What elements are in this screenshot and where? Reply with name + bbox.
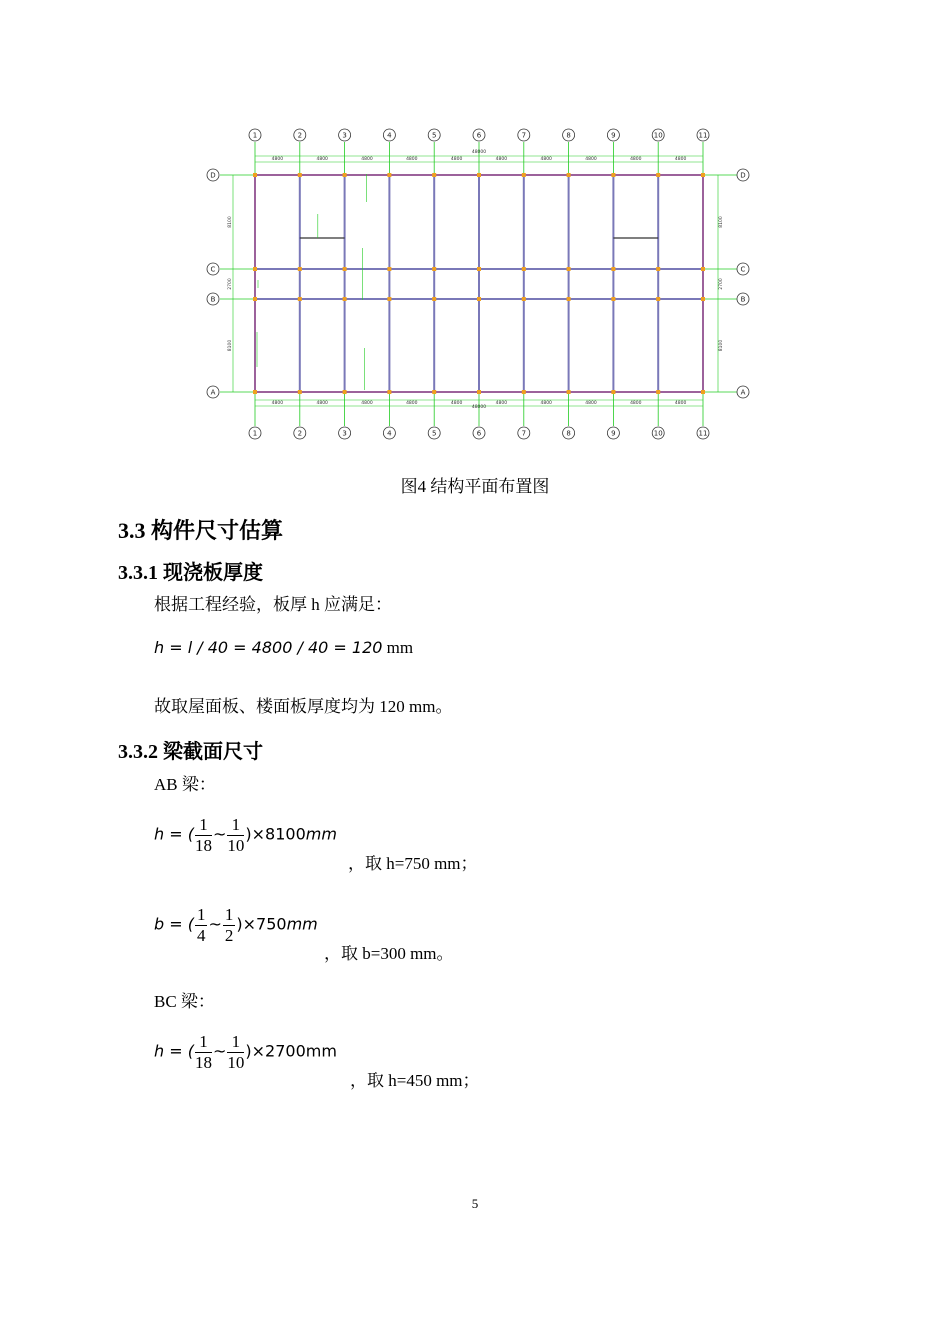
bay-dimension-label: 4800 [674, 401, 687, 406]
bay-dimension-label: 4800 [540, 157, 552, 162]
column [387, 297, 391, 301]
column [477, 297, 481, 301]
column [298, 173, 302, 177]
side-dimension-label: 8100 [228, 216, 233, 228]
slab-formula [154, 638, 413, 658]
ab-b-result: ，取 b=300 mm。 [324, 944, 454, 963]
column [387, 267, 391, 271]
column [567, 297, 571, 301]
bay-dimension-label: 4800 [406, 401, 418, 406]
side-dimension-label: 8100 [719, 339, 724, 352]
column [253, 267, 257, 271]
column [387, 173, 391, 177]
column [656, 297, 660, 301]
bay-dimension-label: 4800 [585, 157, 597, 162]
column [253, 390, 257, 394]
column [567, 173, 571, 177]
bc-h-formula: h = ( $\frac{1}{18}$ ~ $\frac{1}{10}$ )×2700mm [154, 1032, 337, 1072]
plan-drawing [207, 129, 749, 439]
bay-dimension-label: 4800 [450, 157, 463, 162]
column [701, 390, 705, 394]
column [253, 297, 257, 301]
column [387, 390, 391, 394]
bay-dimension-label: 4800 [316, 401, 328, 406]
bay-dimension-label: 4800 [271, 401, 284, 406]
column [567, 390, 571, 394]
column [656, 267, 660, 271]
column [298, 297, 302, 301]
slab-intro: 根据工程经验，板厚 h 应满足： [154, 595, 392, 614]
figure-caption: 图4 结构平面布置图 [400, 477, 550, 496]
bay-dimension-label: 4800 [361, 157, 373, 162]
axis-number-label: 6 [476, 131, 482, 140]
column [656, 173, 660, 177]
axis-letter-label: B [210, 295, 216, 304]
axis-letter-label: D [740, 171, 746, 180]
side-dimension-label: 2700 [719, 278, 724, 290]
column [611, 173, 615, 177]
bay-dimension-label: 4800 [271, 157, 284, 162]
slab-formula-expr: h = l / 40 = 4800 / 40 = 120 [154, 638, 383, 657]
axis-letter-label: A [740, 388, 746, 397]
column [343, 390, 347, 394]
column [477, 390, 481, 394]
ab-b-formula: b = ( $\frac{1}{4}$ ~ $\frac{1}{2}$ )×750mm [154, 905, 318, 945]
column [611, 390, 615, 394]
total-dimension-label: 48000 [471, 150, 487, 155]
column [701, 297, 705, 301]
bay-dimension-label: 4800 [450, 401, 463, 406]
axis-number-label: 1 [252, 429, 258, 438]
axis-number-label: 10 [653, 429, 663, 438]
axis-number-label: 1 [252, 131, 258, 140]
axis-number-label: 4 [387, 131, 392, 140]
axis-number-label: 8 [566, 429, 571, 438]
axis-number-label: 9 [611, 429, 616, 438]
axis-number-label: 3 [342, 429, 347, 438]
column [701, 173, 705, 177]
slab-formula-unit: mm [386, 638, 414, 657]
slab-conclusion: 故取屋面板、楼面板厚度均为 120 mm。 [154, 697, 453, 716]
axis-letter-label: D [210, 171, 216, 180]
column [656, 390, 660, 394]
side-dimension-label: 2700 [228, 278, 233, 290]
side-dimension-label: 8100 [719, 216, 724, 228]
column [298, 390, 302, 394]
subsection-title-beam: 3.3.2 梁截面尺寸 [118, 741, 263, 763]
bay-dimension-label: 4800 [630, 157, 642, 162]
bay-dimension-label: 4800 [540, 401, 552, 406]
column [522, 390, 526, 394]
axis-number-label: 11 [698, 131, 708, 140]
page-number: 5 [471, 1196, 479, 1211]
axis-number-label: 2 [297, 131, 303, 140]
column [298, 267, 302, 271]
bay-dimension-label: 4800 [674, 157, 687, 162]
total-dimension-label: 48000 [471, 405, 487, 410]
column [432, 173, 436, 177]
column [522, 173, 526, 177]
axis-number-label: 3 [342, 131, 347, 140]
column [343, 267, 347, 271]
column [567, 267, 571, 271]
ab-h-result: ，取 h=750 mm； [348, 854, 478, 873]
axis-letter-label: B [740, 295, 746, 304]
bay-dimension-label: 4800 [585, 401, 597, 406]
column [701, 267, 705, 271]
section-title: 3.3 构件尺寸估算 [118, 518, 284, 543]
column [522, 267, 526, 271]
bay-dimension-label: 4800 [316, 157, 328, 162]
ab-h-formula: h = ( $\frac{1}{18}$ ~ $\frac{1}{10}$ )×8100mm [154, 815, 337, 855]
column [432, 390, 436, 394]
side-dimension-label: 8100 [228, 339, 233, 352]
axis-number-label: 2 [297, 429, 303, 438]
bay-dimension-label: 4800 [361, 401, 373, 406]
bay-dimension-label: 4800 [495, 157, 508, 162]
bc-beam-label: BC 梁： [154, 992, 215, 1011]
axis-number-label: 7 [521, 429, 527, 438]
column [253, 173, 257, 177]
subsection-title-slab: 3.3.1 现浇板厚度 [118, 562, 263, 584]
axis-number-label: 8 [566, 131, 571, 140]
axis-number-label: 9 [611, 131, 616, 140]
axis-number-label: 7 [521, 131, 527, 140]
ab-beam-label: AB 梁： [154, 775, 216, 794]
column [432, 297, 436, 301]
axis-letter-label: C [740, 265, 746, 274]
column [611, 297, 615, 301]
axis-number-label: 10 [653, 131, 663, 140]
column [477, 267, 481, 271]
structural-plan-figure [195, 122, 765, 447]
column [432, 267, 436, 271]
column [343, 297, 347, 301]
column [343, 173, 347, 177]
axis-letter-label: C [210, 265, 216, 274]
column [477, 173, 481, 177]
axis-number-label: 11 [698, 429, 708, 438]
column [522, 297, 526, 301]
bay-dimension-label: 4800 [495, 401, 508, 406]
bc-h-result: ，取 h=450 mm； [350, 1071, 480, 1090]
axis-number-label: 4 [387, 429, 392, 438]
axis-number-label: 5 [431, 131, 437, 140]
axis-number-label: 5 [431, 429, 437, 438]
axis-letter-label: A [210, 388, 216, 397]
axis-number-label: 6 [476, 429, 482, 438]
column [611, 267, 615, 271]
bay-dimension-label: 4800 [406, 157, 418, 162]
bay-dimension-label: 4800 [630, 401, 642, 406]
